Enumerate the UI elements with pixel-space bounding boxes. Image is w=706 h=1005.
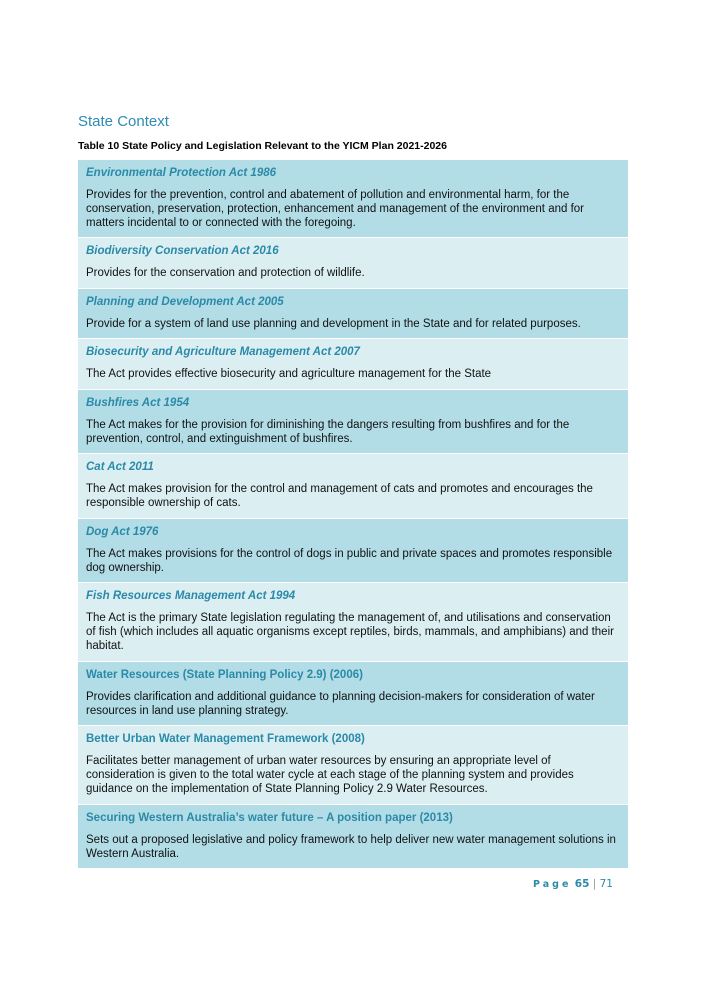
table-row xyxy=(78,160,628,238)
row-description: The Act is the primary State legislation regulating the management of, and utilisations and conservation of fish (which includes all aquatic organisms except reptiles, birds, mammals, and amphibians) and their habitat. xyxy=(86,612,614,653)
row-description: Provides for the prevention, control and abatement of pollution and environmental harm, for the conservation, preservation, protection, enhancement and management of the environment and for matters incidental to or connected with the foregoing. xyxy=(86,189,584,230)
page-number: 65 xyxy=(574,878,590,890)
page-footer xyxy=(533,877,613,892)
row-description: The Act makes provisions for the control of dogs in public and private spaces and promotes responsible dog ownership. xyxy=(86,548,613,575)
page-label: Page xyxy=(533,879,572,890)
table-caption: Table 10 State Policy and Legislation Relevant to the YICM Plan 2021-2026 xyxy=(78,140,447,152)
row-description: The Act makes for the provision for diminishing the dangers resulting from bushfires and for the prevention, control, and extinguishment of bushfires. xyxy=(86,419,570,446)
row-title: Better Urban Water Management Framework (2008) xyxy=(86,733,365,745)
table-row xyxy=(78,390,628,454)
table-row xyxy=(78,454,628,519)
row-description: The Act makes provision for the control and management of cats and promotes and encourages the responsible ownership of cats. xyxy=(86,483,593,510)
row-title: Biosecurity and Agriculture Management Act 2007 xyxy=(86,346,360,358)
row-title: Water Resources (State Planning Policy 2.9) (2006) xyxy=(86,669,363,681)
page-separator: | xyxy=(592,878,597,890)
page-total: 71 xyxy=(599,878,613,890)
row-description: Provides clarification and additional guidance to planning decision-makers for consideration of water resources in land use planning strategy. xyxy=(86,691,595,718)
row-title: Dog Act 1976 xyxy=(86,526,159,538)
table-row xyxy=(78,289,628,339)
section-heading: State Context xyxy=(78,113,169,130)
table-row xyxy=(78,662,628,726)
table-row xyxy=(78,339,628,390)
table-row xyxy=(78,583,628,662)
table-row xyxy=(78,519,628,583)
row-title: Fish Resources Management Act 1994 xyxy=(86,590,296,602)
row-title: Environmental Protection Act 1986 xyxy=(86,167,277,179)
row-description: Facilitates better management of urban water resources by ensuring an appropriate level of consideration is given to the total water cycle at each stage of the planning system and provides guidance on the implementation of State Planning Policy 2.9 Water Resources. xyxy=(86,755,574,796)
row-title: Securing Western Australia’s water future – A position paper (2013) xyxy=(86,812,453,824)
row-description: The Act provides effective biosecurity and agriculture management for the State xyxy=(86,368,492,380)
table-row xyxy=(78,726,628,805)
row-title: Planning and Development Act 2005 xyxy=(86,296,284,308)
row-description: Provides for the conservation and protection of wildlife. xyxy=(86,267,365,279)
row-description: Provide for a system of land use planning and development in the State and for related purposes. xyxy=(86,318,581,330)
row-description: Sets out a proposed legislative and policy framework to help deliver new water management solutions in Western Australia. xyxy=(86,834,616,861)
table-row xyxy=(78,805,628,869)
legislation-table xyxy=(78,160,628,869)
table-row xyxy=(78,238,628,289)
row-title: Biodiversity Conservation Act 2016 xyxy=(86,245,279,257)
row-title: Bushfires Act 1954 xyxy=(86,397,190,409)
row-title: Cat Act 2011 xyxy=(86,461,154,473)
